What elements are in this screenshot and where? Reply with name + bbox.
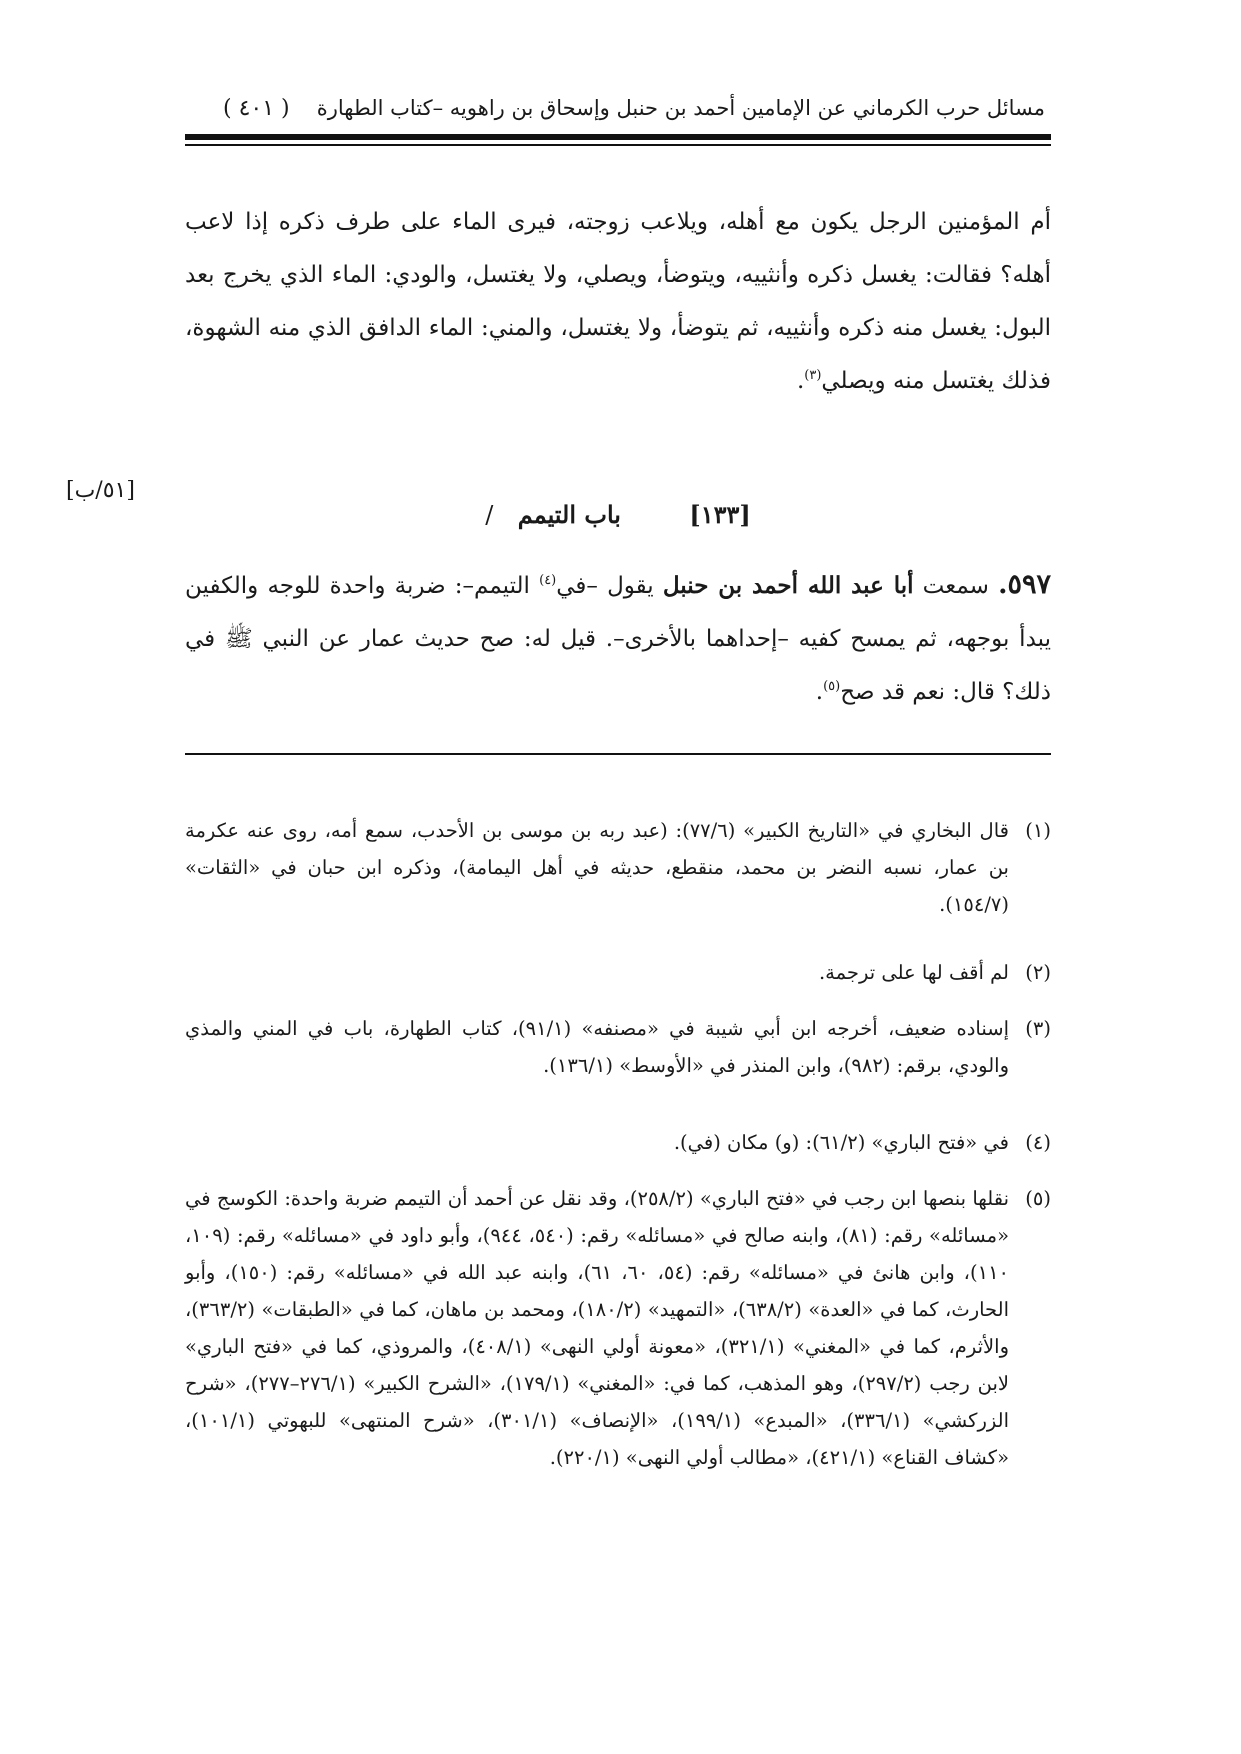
footnote-2	[185, 954, 1051, 991]
footnote-mark: (٢)	[1025, 961, 1051, 984]
page-number: ( ٤٠١ )	[223, 96, 290, 121]
footnote-mark: (٣)	[1025, 1017, 1051, 1040]
footnote-text: لم أقف لها على ترجمة.	[818, 961, 1009, 984]
footnote-4	[185, 1124, 1051, 1161]
footnote-ref[interactable]: (٥)	[823, 679, 841, 694]
paragraph-text-3: التيمم–: ضربة واحدة للوجه والكفين يبدأ بوجهه، ثم يمسح كفيه –إحداهما بالأخرى–. قيل له: صح حديث عمار عن النبي ﷺ في ذلك؟ قال: نعم قد صح	[185, 573, 1051, 705]
paragraph-end: .	[815, 679, 824, 705]
footnote-text: نقلها بنصها ابن رجب في «فتح الباري» (٢٥٨/٢)، وقد نقل عن أحمد أن التيمم ضربة واحدة: الكوسج في «مسائله» رقم: (٨١)، وابنه صالح في «مسائله» رقم: (٥٤٠، ٩٤٤)، وأبو داود في «مسائله» رقم: (١٠٩، ١١٠)، وابن هانئ في «مسائله» رقم: (٥٤، ٦٠، ٦١)، وابنه عبد الله في «مسائله» رقم: (١٥٠)، وأبو الحارث، كما في «العدة» (٦٣٨/٢)، «التمهيد» (١٨٠/٢)، ومحمد بن ماهان، كما في «الطبقات» (٣٦٣/٢)، والأثرم، كما في «المغني» (٣٢١/١)، «معونة أولي النهى» (٤٠٨/١)، والمروذي، كما في «فتح الباري» لابن رجب (٢٩٧/٢)، وهو المذهب، كما في: «المغني» (١٧٩/١)، «الشرح الكبير» (٢٧٦/١–٢٧٧)، «شرح الزركشي» (٣٣٦/١)، «المبدع» (١٩٩/١)، «الإنصاف» (٣٠١/١)، «شرح المنتهى» للبهوتي (١٠١/١)، «كشاف القناع» (٤٢١/١)، «مطالب أولي النهى» (٢٢٠/١).	[185, 1187, 1010, 1469]
footnote-ref[interactable]: (٣)	[804, 368, 822, 383]
paragraph-text: أم المؤمنين الرجل يكون مع أهله، ويلاعب زوجته، فيرى الماء على طرف ذكره إذا لاعب أهله؟ فقالت: يغسل ذكره وأنثييه، ويتوضأ، ويصلي، ولا يغتسل، والودي: الماء الذي يخرج بعد البول: يغسل منه ذكره وأنثييه، ثم يتوضأ، ولا يغتسل، والمني: الماء الدافق الذي منه الشهوة، فذلك يغتسل منه ويصلي	[185, 209, 1051, 394]
running-header	[185, 96, 1045, 136]
footnote-mark: (٤)	[1025, 1131, 1051, 1154]
footnote-ref[interactable]: (٤)	[539, 573, 557, 588]
manuscript-folio-reference: [٥١/ب]	[66, 478, 135, 503]
paragraph-number: ٥٩٧.	[998, 569, 1052, 600]
footnote-separator	[185, 753, 1051, 755]
numbered-paragraph	[185, 558, 1051, 719]
footnote-mark: (٥)	[1025, 1187, 1051, 1210]
narrator-name: أبا عبد الله أحمد بن حنبل	[662, 572, 914, 599]
chapter-title: باب التيمم	[517, 500, 621, 529]
header-title: مسائل حرب الكرماني عن الإمامين أحمد بن حنبل وإسحاق بن راهويه –كتاب الطهارة	[316, 96, 1045, 120]
footnote-text: إسناده ضعيف، أخرجه ابن أبي شيبة في «مصنفه» (٩١/١)، كتاب الطهارة، باب في المني والمذي والودي، برقم: (٩٨٢)، وابن المنذر في «الأوسط» (١٣٦/١).	[185, 1017, 1010, 1077]
footnote-1	[185, 812, 1051, 923]
footnote-3	[185, 1010, 1051, 1084]
header-rule-thin	[185, 144, 1051, 146]
paragraph-text-2: يقول –في	[556, 573, 654, 599]
footnote-5	[185, 1180, 1051, 1476]
chapter-number: [١٣٣]	[689, 500, 751, 529]
footnote-mark: (١)	[1025, 819, 1051, 842]
chapter-heading	[185, 500, 1051, 529]
chapter-slash: /	[485, 501, 494, 529]
paragraph-text-1: سمعت	[922, 573, 989, 599]
paragraph-continuation	[185, 196, 1051, 408]
footnote-text: قال البخاري في «التاريخ الكبير» (٧٧/٦): (عبد ربه بن موسى بن الأحدب، سمع أمه، روى عنه عكرمة بن عمار، نسبه النضر بن محمد، منقطع، حديثه في أهل اليمامة)، وذكره ابن حبان في «الثقات» (١٥٤/٧).	[185, 819, 1009, 916]
paragraph-end: .	[796, 368, 805, 394]
header-rule-thick	[185, 134, 1051, 140]
footnote-text: في «فتح الباري» (٦١/٢): (و) مكان (في).	[673, 1131, 1009, 1154]
